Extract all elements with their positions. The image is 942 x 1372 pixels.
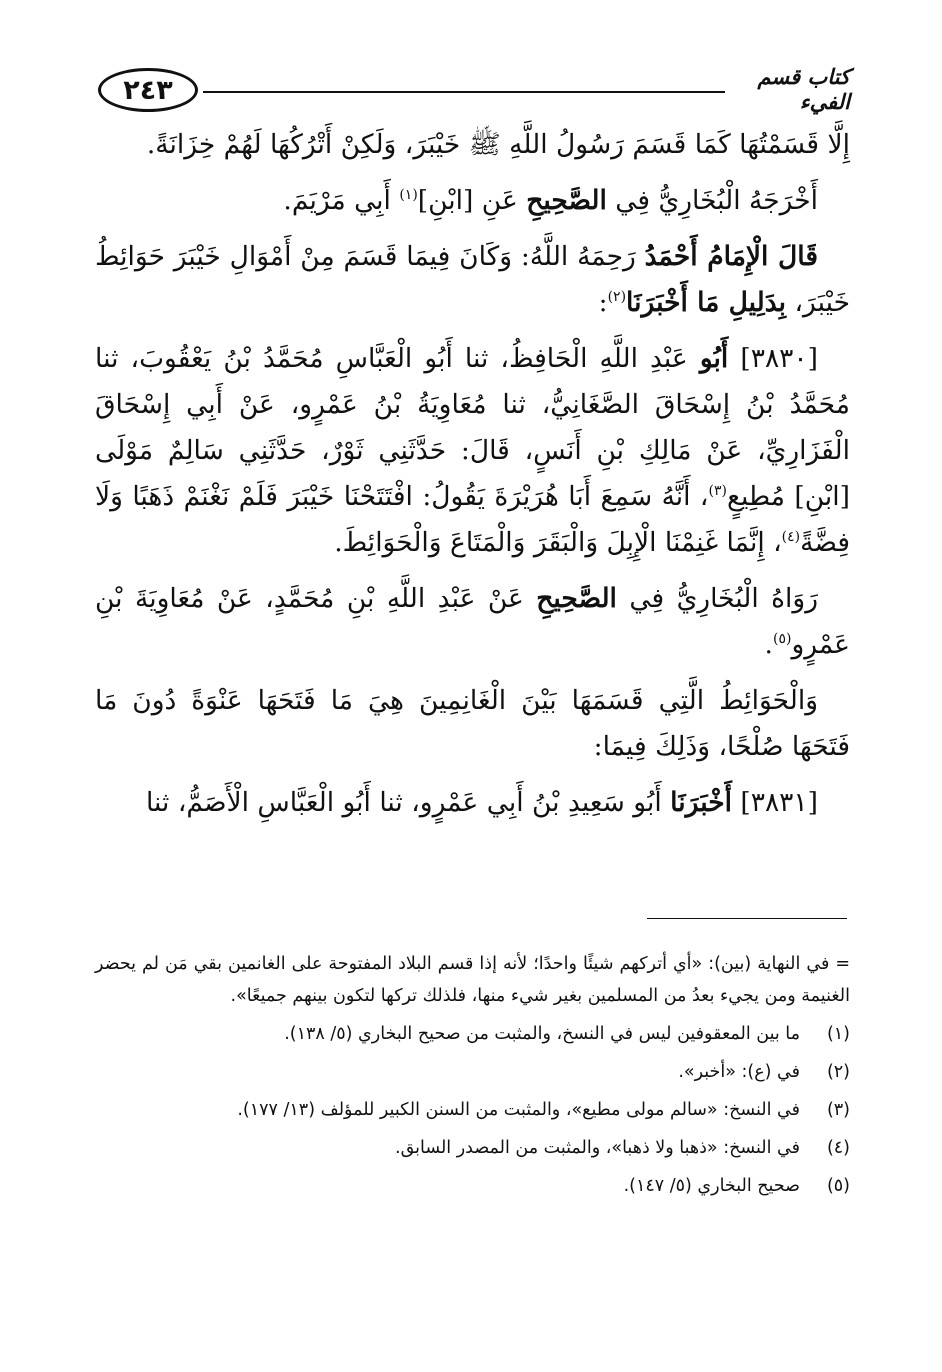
text-segment: أَخْرَجَهُ الْبُخَارِيُّ فِي	[606, 185, 818, 216]
footnote-ref: (١)	[399, 187, 418, 204]
paragraph-7	[95, 780, 850, 826]
footnote-text: في النسخ: «سالم مولى مطيع»، والمثبت من السنن الكبير للمؤلف (١٣/ ١٧٧).	[237, 1100, 800, 1120]
main-text	[95, 122, 850, 836]
footnote-divider	[647, 918, 847, 919]
page-header	[98, 62, 850, 122]
paragraph-1	[95, 122, 850, 168]
text-segment: أَبُو سَعِيدِ بْنُ أَبِي عَمْرٍو، ثنا أَبُو الْعَبَّاسِ الْأَصَمُّ، ثنا	[145, 787, 671, 818]
paragraph-3	[95, 234, 850, 326]
bold-term: الصَّحِيحِ	[526, 185, 607, 216]
text-segment: رَوَاهُ الْبُخَارِيُّ فِي	[616, 583, 819, 614]
footnote-item	[95, 1018, 850, 1050]
header-rule	[203, 91, 725, 93]
hadith-number: [٣٨٣١]	[731, 787, 818, 818]
footnote-ref: (٥)	[772, 631, 792, 648]
footnote-number: (٣)	[826, 1100, 850, 1120]
hadith-number: [٣٨٣٠]	[728, 343, 818, 374]
footnote-item	[95, 1132, 850, 1164]
text-segment: عَنْ عَبْدِ اللَّهِ بْنِ مُحَمَّدٍ، عَنْ مُعَاوِيَةَ بْنِ عَمْرٍو	[95, 583, 850, 660]
page-number: ٢٤٣	[98, 68, 198, 112]
footnote-item	[95, 1056, 850, 1088]
paragraph-4	[95, 336, 850, 566]
paragraph-1-text: إِلَّا قَسَمْتُهَا كَمَا قَسَمَ رَسُولُ اللَّهِ ﷺ خَيْبَرَ، وَلَكِنْ أَتْرُكُهَا لَهُمْ خِزَانَةً.	[146, 129, 850, 160]
text-segment: عَبْدِ اللَّهِ الْحَافِظُ، ثنا أَبُو الْعَبَّاسِ مُحَمَّدُ بْنُ يَعْقُوبَ، ثنا مُحَمَّدُ بْنُ إِسْحَاقَ الصَّغَانِيُّ، ثنا مُعَاوِيَةُ بْنُ عَمْرٍو، عَنْ أَبِي إِسْحَاقَ الْفَزَارِيِّ، عَنْ مَالِكِ بْنِ أَنَسٍ، قَالَ: حَدَّثَنِي ثَوْرٌ، حَدَّثَنِي سَالِمٌ مَوْلَى [ابْنِ] مُطِيعٍ	[95, 343, 850, 512]
footnote-number: (٥)	[826, 1176, 850, 1196]
text-segment: ، إِنَّمَا غَنِمْنَا الْإِبِلَ وَالْبَقَرَ وَالْمَتَاعَ وَالْحَوَائِطَ.	[334, 527, 782, 558]
paragraph-5	[95, 576, 850, 668]
footnote-number: (٢)	[826, 1062, 850, 1082]
footnote-item	[95, 1170, 850, 1202]
footnote-text: في النسخ: «ذهبا ولا ذهبا»، والمثبت من المصدر السابق.	[395, 1138, 800, 1158]
paragraph-2	[95, 178, 850, 224]
bold-term: الصَّحِيحِ	[536, 583, 617, 614]
footnote-item	[95, 1094, 850, 1126]
footnote-text: صحيح البخاري (٥/ ١٤٧).	[623, 1176, 800, 1196]
footnote-ref: (٣)	[708, 483, 727, 500]
bold-term: أَبُو	[699, 343, 729, 374]
paragraph-6-text: وَالْحَوَائِطُ الَّتِي قَسَمَهَا بَيْنَ الْغَانِمِينَ هِيَ مَا فَتَحَهَا عَنْوَةً دُونَ مَا فَتَحَهَا صُلْحًا، وَذَلِكَ فِيمَا:	[95, 685, 850, 762]
paragraph-6	[95, 678, 850, 770]
text-segment: .	[764, 629, 773, 660]
footnote-continuation: = في النهاية (بين): «أي أتركهم شيئًا واحدًا؛ لأنه إذا قسم البلاد المفتوحة على الغانمين بقي مَن لم يحضر الغنيمة ومن يجيء بعدُ من المسلمين بغير شيء منها، فلذلك تركها لتكون بينهم جميعًا».	[95, 954, 850, 1006]
footnote-ref: (٤)	[781, 529, 801, 546]
footnotes	[95, 948, 850, 1208]
footnote-number: (١)	[826, 1024, 850, 1044]
footnote-ref: (٢)	[607, 289, 627, 306]
text-segment: :	[598, 287, 608, 318]
book-title: كتاب قسم الفيء	[757, 64, 850, 114]
bold-term: بِدَلِيلِ مَا أَخْبَرَنَا	[626, 287, 787, 318]
footnote-text: في (ع): «أخبر».	[678, 1062, 800, 1082]
text-segment: عَنِ [ابْنِ]	[417, 185, 527, 216]
footnote-text: ما بين المعقوفين ليس في النسخ، والمثبت من صحيح البخاري (٥/ ١٣٨).	[284, 1024, 800, 1044]
footnote-number: (٤)	[826, 1138, 850, 1158]
text-segment: أَبِي مَرْيَمَ.	[283, 185, 400, 216]
text-segment: رَحِمَهُ اللَّهُ: وَكَانَ فِيمَا قَسَمَ مِنْ أَمْوَالِ خَيْبَرَ حَوَائِطُ خَيْبَرَ،	[95, 241, 850, 318]
bold-term: أَخْبَرَنَا	[670, 787, 732, 818]
bold-term: قَالَ الْإِمَامُ أَحْمَدُ	[644, 241, 818, 272]
text-segment: ، أَنَّهُ سَمِعَ أَبَا هُرَيْرَةَ يَقُولُ: افْتَتَحْنَا خَيْبَرَ فَلَمْ نَغْنَمْ ذَهَبًا وَلَا فِضَّةً	[95, 481, 850, 558]
